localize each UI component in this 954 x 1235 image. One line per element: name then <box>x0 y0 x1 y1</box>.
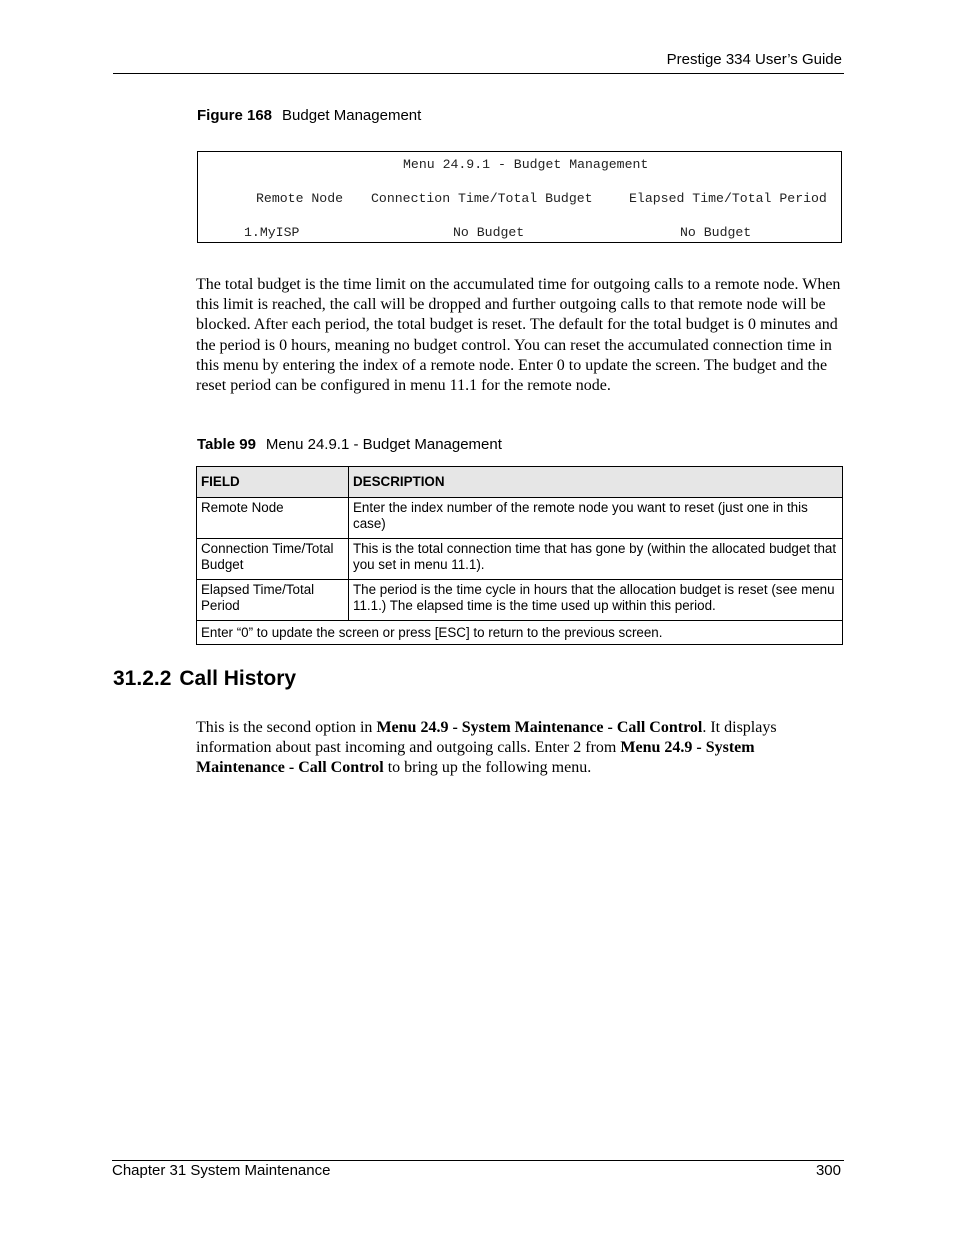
field-cell <box>197 580 349 621</box>
budget-description-paragraph: The total budget is the time limit on the accumulated time for outgoing calls to a remote node. When this limit is reached, the call will be dropped and further outgoing calls to that remote node will be blocked. After each period, the total budget is reset. The default for the total budget is 0 minutes and the period is 0 hours, meaning no budget control. You can reset the accumulated connection time in this menu by entering the index of a remote node. Enter 0 to update the screen. The budget and the reset period can be configured in menu 11.1 for the remote node. <box>196 276 841 395</box>
field-text: Connection Time/Total Budget <box>201 541 334 572</box>
footer-rule <box>112 1160 844 1161</box>
footer-chapter: Chapter 31 System Maintenance <box>112 1162 331 1179</box>
field-description-table <box>196 466 843 645</box>
running-header-title: Prestige 334 User’s Guide <box>666 51 842 68</box>
paragraph-text: . It displays information about past incoming and outgoing calls. Enter 2 from <box>196 719 777 757</box>
description-cell <box>349 539 843 580</box>
terminal-header-elapsed-time: Elapsed Time/Total Period <box>629 191 827 206</box>
terminal-menu-title: Menu 24.9.1 - Budget Management <box>403 157 649 172</box>
description-text: The period is the time cycle in hours that the allocation budget is reset (see menu 11.1.) The elapsed time is the time used up within this period. <box>353 582 835 613</box>
paragraph-text: to bring up the following menu. <box>383 759 592 777</box>
table-row <box>197 539 843 580</box>
section-title: Call History <box>179 667 297 690</box>
call-history-paragraph <box>196 718 844 779</box>
figure-label: Figure 168 <box>197 107 273 124</box>
table-header-row <box>197 467 843 498</box>
section-number: 31.2.2 <box>113 667 172 690</box>
table-note: Enter “0” to update the screen or press [ESC] to return to the previous screen. <box>197 621 843 645</box>
field-cell <box>197 498 349 539</box>
menu-reference-bold: Menu 24.9 - System Maintenance - Call Control <box>376 719 703 736</box>
table-note-row <box>197 621 843 645</box>
table-label: Table 99 <box>197 436 256 453</box>
table-caption <box>197 436 502 453</box>
menu-reference-bold: Menu 24.9 - System Maintenance - Call Control <box>196 739 755 777</box>
field-text: Remote Node <box>201 500 284 515</box>
figure-title: Budget Management <box>282 107 422 124</box>
terminal-header-connection-time: Connection Time/Total Budget <box>371 191 593 206</box>
paragraph-text: This is the second option in <box>196 719 377 736</box>
table-row <box>197 498 843 539</box>
terminal-screen <box>197 151 842 243</box>
field-text: Elapsed Time/Total Period <box>201 582 315 613</box>
description-text: This is the total connection time that has gone by (within the allocated budget that you set in menu 11.1). <box>353 541 837 572</box>
header-rule <box>113 73 844 74</box>
description-text: Enter the index number of the remote node you want to reset (just one in this case) <box>353 500 808 531</box>
description-cell <box>349 498 843 539</box>
field-cell <box>197 539 349 580</box>
figure-caption <box>197 107 421 124</box>
footer-page-number: 300 <box>815 1162 841 1179</box>
section-heading <box>113 667 296 691</box>
terminal-row-remote-node: 1.MyISP <box>244 225 300 240</box>
terminal-row-connection-budget: No Budget <box>453 225 525 240</box>
description-cell <box>349 580 843 621</box>
terminal-header-remote-node: Remote Node <box>256 191 344 206</box>
terminal-row-elapsed-budget: No Budget <box>680 225 752 240</box>
column-header-description: DESCRIPTION <box>349 467 843 498</box>
table-title: Menu 24.9.1 - Budget Management <box>265 436 502 453</box>
table-row <box>197 580 843 621</box>
column-header-field: FIELD <box>197 467 349 498</box>
